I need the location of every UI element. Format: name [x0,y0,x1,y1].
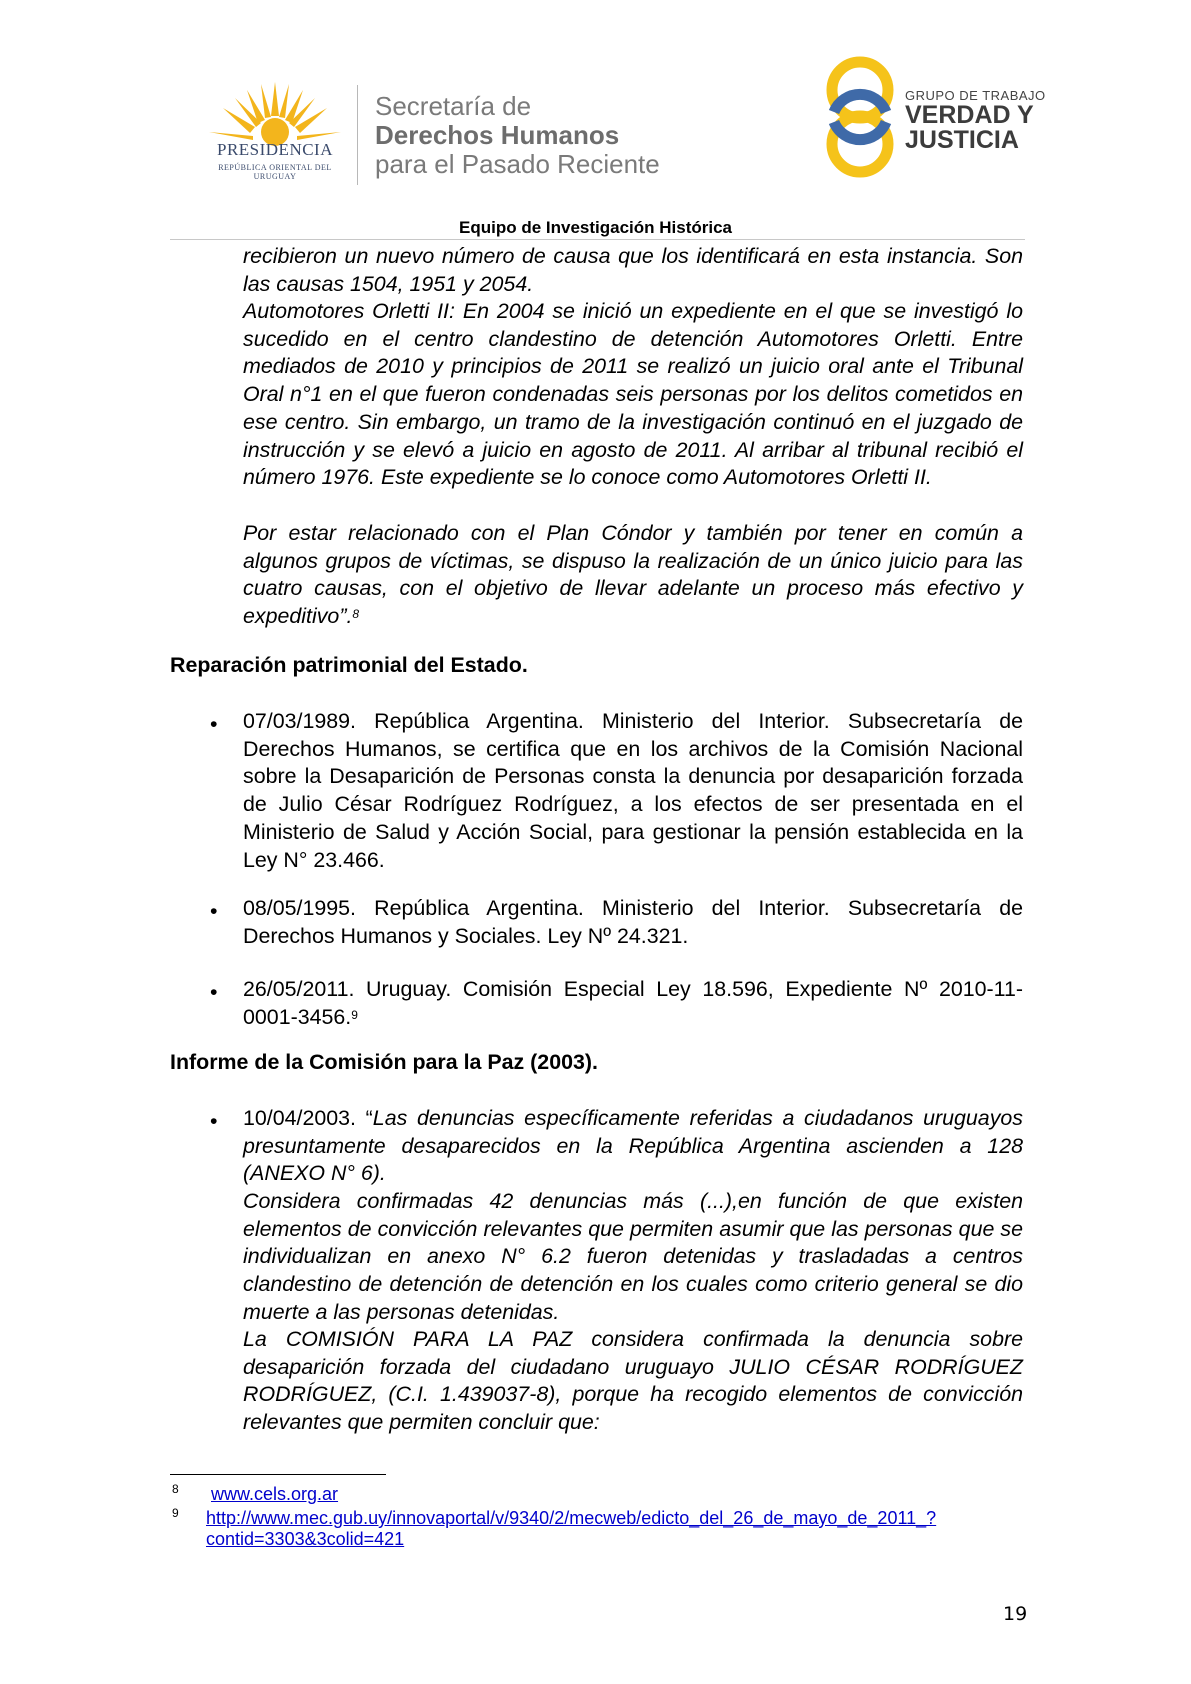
footnote-rule [170,1474,386,1475]
intro-paragraph-3-text: Por estar relacionado con el Plan Cóndor y también por tener en común a algunos grupos de víctimas, se dispuso la realización de un único juicio para las cuatro causas, con el objetivo de llevar adelante un proceso más efectivo y expeditivo”. [243,521,1023,629]
comision-quote-1: Las denuncias específicamente referidas a ciudadanos uruguayos presuntamente desaparecidos en la República Argentina ascienden a 128 (ANEXO N° 6). [243,1106,1023,1186]
footnote-8-number: 8 [172,1482,179,1496]
presidencia-subtitle: REPÚBLICA ORIENTAL DEL URUGUAY [218,163,332,181]
comision-item-paragraph-2: Considera confirmadas 42 denuncias más (...),en función de que existen elementos de convicción relevantes que permiten asumir que las personas que se individualizan en anexo N° 6.2 fueron detenidas y trasladadas a centros clandestino de detención de detención en los cuales como criterio general se dio muerte a las personas detenidas. [243,1189,1023,1324]
footnote-ref-9: 9 [351,1007,358,1022]
secretaria-logo-text [375,92,660,179]
comision-item-paragraph-1 [243,1105,1023,1188]
reparacion-item-3 [243,976,1023,1031]
footnote-ref-8: 8 [352,607,360,622]
verdad-label: VERDAD Y [905,101,1034,129]
comision-item-date: 10/04/2003. “ [243,1106,373,1130]
comision-item-paragraph-3: La COMISIÓN PARA LA PAZ considera confirmada la denuncia sobre desaparición forzada del ciudadano uruguayo JULIO CÉSAR RODRÍGUEZ RODRÍGUEZ, (C.I. 1.439037-8), porque ha recogido elementos de convicción relevantes que permiten concluir que: [243,1327,1023,1435]
intro-paragraph-1: recibieron un nuevo número de causa que los identificará en esta instancia. Son las causas 1504, 1951 y 2054. [243,244,1023,296]
section-title-comision: Informe de la Comisión para la Paz (2003). [170,1050,598,1074]
team-title: Equipo de Investigación Histórica [459,218,732,237]
section-title-reparacion: Reparación patrimonial del Estado. [170,653,528,677]
bullet-1: • [210,712,218,736]
reparacion-item-3-text: 26/05/2011. Uruguay. Comisión Especial Ley 18.596, Expediente Nº 2010-11-0001-3456. [243,977,1023,1029]
footnote-9-number: 9 [172,1506,179,1520]
secretaria-line-3: para el Pasado Reciente [375,149,660,179]
footnote-9-link-line-1[interactable]: http://www.mec.gub.uy/innovaportal/v/9340/2/mecweb/edicto_del_26_de_mayo_de_2011_? [206,1508,937,1528]
secretaria-line-1: Secretaría de [375,91,532,121]
bullet-3: • [210,980,218,1004]
logo-divider [357,85,358,185]
secretaria-line-2: Derechos Humanos [375,120,620,150]
verdad-justicia-rings-icon [820,52,900,182]
justicia-label: JUSTICIA [905,126,1019,154]
footnote-8-link[interactable]: www.cels.org.ar [211,1484,339,1504]
grupo-label: GRUPO DE TRABAJO [905,88,1046,103]
reparacion-item-2: 08/05/1995. República Argentina. Ministerio del Interior. Subsecretaría de Derechos Humanos y Sociales. Ley Nº 24.321. [243,896,1023,948]
bullet-4: • [210,1109,218,1133]
bullet-2: • [210,899,218,923]
verdad-justicia-text [905,88,1046,153]
header-rule [170,239,1025,240]
intro-paragraph-2: Automotores Orletti II: En 2004 se inició un expediente en el que se investigó lo sucedido en el centro clandestino de detención Automotores Orletti. Entre mediados de 2010 y principios de 2011 se realizó un juicio oral ante el Tribunal Oral n°1 en el que fueron condenadas seis personas por los delitos cometidos en ese centro. Sin embargo, un tramo de la investigación continuó en el juzgado de instrucción y se elevó a juicio en agosto de 2011. Al arribar al tribunal recibió el número 1976. Este expediente se lo conoce como Automotores Orletti II. [243,299,1023,490]
footnote-9 [206,1508,936,1550]
reparacion-item-1: 07/03/1989. República Argentina. Ministerio del Interior. Subsecretaría de Derechos Humanos, se certifica que en los archivos de la Comisión Nacional sobre la Desaparición de Personas consta la denuncia por desaparición forzada de Julio César Rodríguez Rodríguez, a los efectos de ser presentada en el Ministerio de Salud y Acción Social, para gestionar la pensión establecida en la Ley N° 23.466. [243,709,1023,872]
intro-paragraph-3 [243,520,1023,631]
footnote-9-link-line-2[interactable]: contid=3303&3colid=421 [206,1529,405,1549]
presidencia-label: PRESIDENCIA [216,140,333,159]
page-number: 19 [1003,1603,1028,1625]
footnote-8 [211,1484,338,1505]
page-header [0,0,1191,240]
